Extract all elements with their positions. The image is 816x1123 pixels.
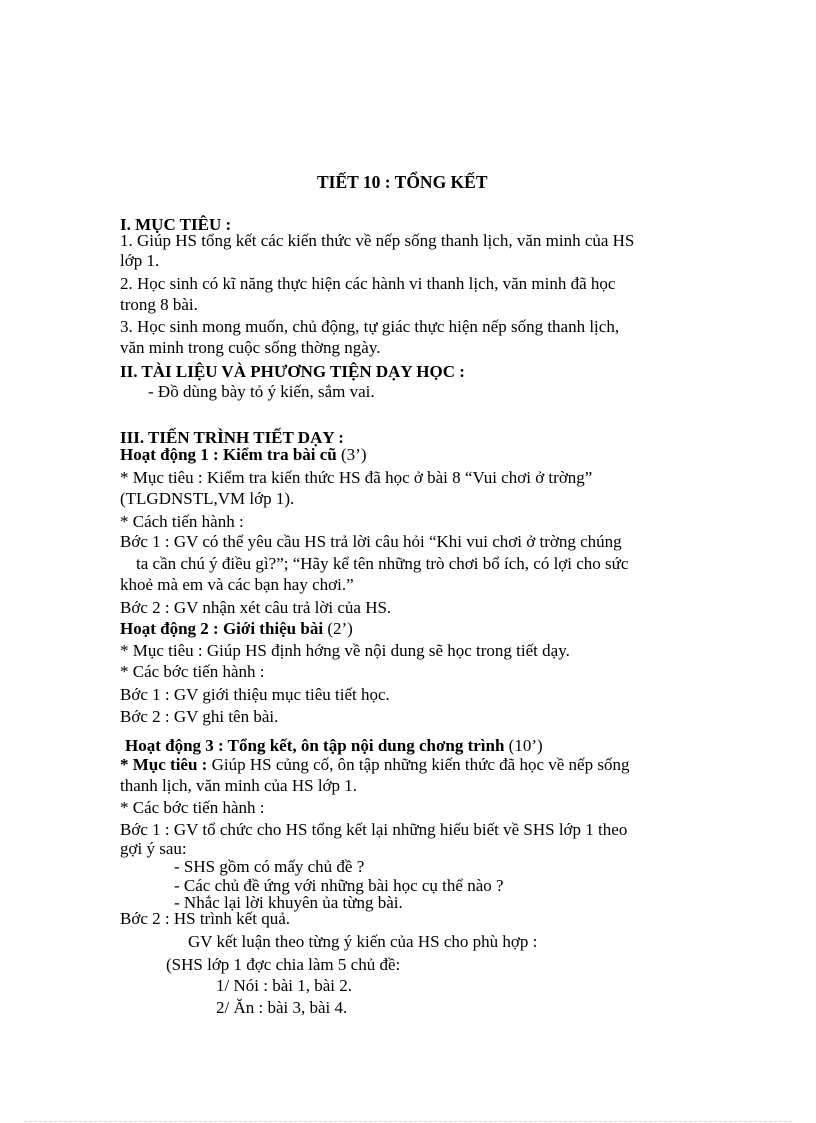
activity-2-step-2: Bớc 2 : GV ghi tên bài. [120,707,279,726]
activity-3-bullet-1: - SHS gồm có mấy chủ đề ? [174,857,365,876]
activity-3-step-1-line-1: Bớc 1 : GV tổ chức cho HS tổng kết lại những hiểu biết về SHS lớp 1 theo [120,820,628,839]
activity-3-step-2: Bớc 2 : HS trình kết quả. [120,909,290,928]
activity-1-goal-line-2: (TLGDNSTL,VM lớp 1). [120,489,295,508]
activity-2-time: (2’) [323,619,353,638]
activity-3-time: (10’) [504,736,543,755]
topic-2: 2/ Ăn : bài 3, bài 4. [216,998,348,1017]
activity-3-goal-line-2: thanh lịch, văn minh của HS lớp 1. [120,776,358,795]
activity-2-goal: * Mục tiêu : Giúp HS định hớng về nội dung sẽ học trong tiết dạy. [120,641,570,660]
objective-2-line-1: 2. Học sinh có kĩ năng thực hiện các hành vi thanh lịch, văn minh đã học [120,274,616,293]
activity-1-goal-line-1: * Mục tiêu : Kiểm tra kiến thức HS đã học ở bài 8 “Vui chơi ở trờng” [120,468,593,487]
activity-1-heading [120,445,366,465]
activity-3-label: Hoạt động 3 : Tổng kết, ôn tập nội dung chơng trình [125,736,505,755]
section-2-heading: II. TÀI LIỆU VÀ PHƯƠNG TIỆN DẠY HỌC : [120,362,465,381]
objective-1-line-2: lớp 1. [120,251,160,270]
activity-3-goal-line-1 [120,755,629,775]
activity-3-shs-topics: (SHS lớp 1 đợc chia làm 5 chủ đề: [166,955,401,974]
activity-2-heading [120,619,353,639]
activity-2-step-1: Bớc 1 : GV giới thiệu mục tiêu tiết học. [120,685,390,704]
activity-3-step-1-line-2: gợi ý sau: [120,839,187,858]
objective-2-line-2: trong 8 bài. [120,295,198,314]
activity-3-goal-text: Giúp HS củng cố, ôn tập những kiến thức đã học về nếp sống [207,755,630,774]
activity-1-step-1-line-3: khoẻ mà em và các bạn hay chơi.” [120,575,354,594]
section-3-heading: III. TIẾN TRÌNH TIẾT DẠY : [120,428,344,447]
activity-3-heading [125,736,543,756]
topic-1: 1/ Nói : bài 1, bài 2. [216,976,352,995]
activity-1-steps-heading: * Cách tiến hành : [120,512,244,531]
activity-3-bullet-2: - Các chủ đề ứng với những bài học cụ thể nào ? [174,876,504,895]
activity-1-label: Hoạt động 1 : Kiểm tra bài cũ [120,445,337,464]
materials-item: - Đồ dùng bày tỏ ý kiến, sắm vai. [148,382,375,401]
activity-2-label: Hoạt động 2 : Giới thiệu bài [120,619,324,638]
objective-1-line-1: 1. Giúp HS tổng kết các kiến thức về nếp sống thanh lịch, văn minh của HS [120,231,635,250]
activity-3-goal-label: * Mục tiêu : [120,755,208,774]
objective-3-line-1: 3. Học sinh mong muốn, chủ động, tự giác thực hiện nếp sống thanh lịch, [120,317,620,336]
section-1-heading: I. MỤC TIÊU : [120,215,232,234]
activity-3-bullet-3: - Nhắc lại lời khuyên ủa từng bài. [174,893,403,912]
activity-3-conclusion: GV kết luận theo từng ý kiến của HS cho phù hợp : [188,932,538,951]
page-bottom-rule [24,1121,792,1122]
activity-1-step-1-line-2: ta cần chú ý điều gì?”; “Hãy kể tên những trò chơi bổ ích, có lợi cho sức [136,554,629,573]
activity-1-time: (3’) [336,445,367,464]
page-title: TIẾT 10 : TỔNG KẾT [317,172,488,192]
activity-1-step-2: Bớc 2 : GV nhận xét câu trả lời của HS. [120,598,392,617]
activity-2-steps-heading: * Các bớc tiến hành : [120,662,265,681]
activity-1-step-1-line-1: Bớc 1 : GV có thể yêu cầu HS trả lời câu hỏi “Khi vui chơi ở trờng chúng [120,532,622,551]
activity-3-steps-heading: * Các bớc tiến hành : [120,798,265,817]
objective-3-line-2: văn minh trong cuộc sống thờng ngày. [120,338,381,357]
